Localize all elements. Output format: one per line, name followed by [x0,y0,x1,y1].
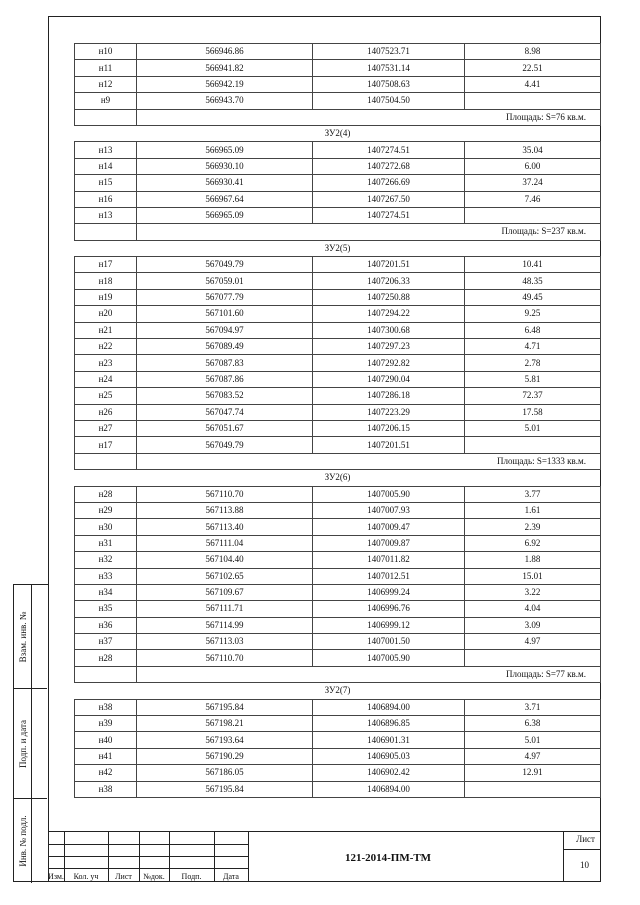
x-coordinate-cell: 566965.09 [137,207,313,223]
point-id-cell: н18 [75,273,137,289]
coordinate-table [74,43,601,798]
table-row [75,699,601,715]
point-id-cell: н20 [75,306,137,322]
table-row [75,158,601,174]
table-row [75,355,601,371]
point-id-cell: н24 [75,371,137,387]
tb-header-podp: Подп. [181,872,202,881]
distance-cell: 6.00 [465,158,601,174]
distance-cell: 1.88 [465,552,601,568]
point-id-cell: н19 [75,289,137,305]
point-id-cell: н40 [75,732,137,748]
y-coordinate-cell: 1407012.51 [313,568,465,584]
y-coordinate-cell: 1407274.51 [313,142,465,158]
area-row [75,666,601,682]
table-row [75,371,601,387]
point-id-cell: н17 [75,257,137,273]
tb-row-line [48,844,248,845]
point-id-cell: н41 [75,748,137,764]
x-coordinate-cell: 567114.99 [137,617,313,633]
distance-cell: 72.37 [465,388,601,404]
table-row [75,93,601,109]
document-code: 121-2014-ПМ-ТМ [344,852,431,864]
table-row [75,207,601,223]
x-coordinate-cell: 566965.09 [137,142,313,158]
y-coordinate-cell: 1407266.69 [313,175,465,191]
x-coordinate-cell: 567049.79 [137,437,313,453]
point-id-cell: н38 [75,781,137,797]
table-row [75,519,601,535]
y-coordinate-cell: 1407007.93 [313,502,465,518]
y-coordinate-cell: 1406999.24 [313,584,465,600]
table-row [75,437,601,453]
table-row [75,289,601,305]
y-coordinate-cell: 1407286.18 [313,388,465,404]
x-coordinate-cell: 567113.40 [137,519,313,535]
x-coordinate-cell: 567083.52 [137,388,313,404]
distance-cell: 5.01 [465,420,601,436]
distance-cell: 1.61 [465,502,601,518]
point-id-cell: н35 [75,601,137,617]
x-coordinate-cell: 567190.29 [137,748,313,764]
x-coordinate-cell: 567111.71 [137,601,313,617]
y-coordinate-cell: 1407300.68 [313,322,465,338]
y-coordinate-cell: 1407005.90 [313,650,465,666]
x-coordinate-cell: 567110.70 [137,650,313,666]
table-row [75,732,601,748]
x-coordinate-cell: 567186.05 [137,765,313,781]
point-id-cell: н14 [75,158,137,174]
table-row [75,535,601,551]
distance-cell: 3.22 [465,584,601,600]
y-coordinate-cell: 1406999.12 [313,617,465,633]
tb-row-line [48,856,248,857]
table-row [75,388,601,404]
table-row [75,339,601,355]
table-row [75,404,601,420]
distance-cell: 6.48 [465,322,601,338]
x-coordinate-cell: 567089.49 [137,339,313,355]
distance-cell: 17.58 [465,404,601,420]
y-coordinate-cell: 1407206.15 [313,420,465,436]
title-block [48,831,601,882]
y-coordinate-cell: 1407274.51 [313,207,465,223]
point-id-cell: н38 [75,699,137,715]
distance-cell: 7.46 [465,191,601,207]
tb-header-izm: Изм. [48,872,64,881]
point-id-cell: н33 [75,568,137,584]
table-row [75,716,601,732]
point-id-cell: н42 [75,765,137,781]
distance-cell: 5.01 [465,732,601,748]
point-id-cell: н28 [75,650,137,666]
distance-cell [465,650,601,666]
table-row [75,650,601,666]
y-coordinate-cell: 1407531.14 [313,60,465,76]
y-coordinate-cell: 1407005.90 [313,486,465,502]
x-coordinate-cell: 566942.19 [137,76,313,92]
y-coordinate-cell: 1407267.50 [313,191,465,207]
distance-cell: 4.04 [465,601,601,617]
empty-cell [75,453,137,469]
zone-title-cell: ЗУ2(6) [75,470,601,486]
distance-cell: 4.97 [465,748,601,764]
y-coordinate-cell: 1406901.31 [313,732,465,748]
y-coordinate-cell: 1407011.82 [313,552,465,568]
point-id-cell: н13 [75,207,137,223]
tb-row-line [48,868,248,869]
sheet-number: 10 [580,860,589,870]
area-cell: Площадь: S=77 кв.м. [137,666,601,682]
x-coordinate-cell: 567195.84 [137,699,313,715]
tb-header-list: Лист [115,872,132,881]
zone-header-row [75,240,601,256]
distance-cell: 2.39 [465,519,601,535]
point-id-cell: н37 [75,634,137,650]
x-coordinate-cell: 566967.64 [137,191,313,207]
table-row [75,322,601,338]
y-coordinate-cell: 1406905.03 [313,748,465,764]
swap-inv-label: Взам. инв. № [18,611,28,662]
point-id-cell: н11 [75,60,137,76]
distance-cell: 22.51 [465,60,601,76]
zone-title-cell: ЗУ2(5) [75,240,601,256]
point-id-cell: н32 [75,552,137,568]
point-id-cell: н22 [75,339,137,355]
distance-cell: 2.78 [465,355,601,371]
x-coordinate-cell: 567195.84 [137,781,313,797]
empty-cell [75,109,137,125]
inv-orig-label: Инв. № подл. [18,815,28,867]
side-divider [31,689,32,798]
x-coordinate-cell: 567113.88 [137,502,313,518]
distance-cell: 3.09 [465,617,601,633]
x-coordinate-cell: 567047.74 [137,404,313,420]
distance-cell [465,781,601,797]
table-row [75,617,601,633]
point-id-cell: н30 [75,519,137,535]
x-coordinate-cell: 567051.67 [137,420,313,436]
area-row [75,109,601,125]
table-row [75,552,601,568]
y-coordinate-cell: 1407504.50 [313,93,465,109]
x-coordinate-cell: 567104.40 [137,552,313,568]
point-id-cell: н39 [75,716,137,732]
table-row [75,584,601,600]
zone-header-row [75,470,601,486]
y-coordinate-cell: 1407250.88 [313,289,465,305]
empty-cell [75,224,137,240]
side-divider [31,585,32,688]
x-coordinate-cell: 567193.64 [137,732,313,748]
x-coordinate-cell: 567198.21 [137,716,313,732]
y-coordinate-cell: 1407290.04 [313,371,465,387]
zone-title-cell: ЗУ2(4) [75,125,601,141]
x-coordinate-cell: 567113.03 [137,634,313,650]
distance-cell: 35.04 [465,142,601,158]
table-row [75,142,601,158]
tb-sheet-line [563,849,601,850]
table-row [75,420,601,436]
y-coordinate-cell: 1406894.00 [313,781,465,797]
point-id-cell: н23 [75,355,137,371]
point-id-cell: н36 [75,617,137,633]
table-row [75,748,601,764]
area-cell: Площадь: S=237 кв.м. [137,224,601,240]
x-coordinate-cell: 567102.65 [137,568,313,584]
tb-header-ndok: №док. [143,872,165,881]
side-stamp-strip [13,584,48,882]
y-coordinate-cell: 1407297.23 [313,339,465,355]
area-cell: Площадь: S=1333 кв.м. [137,453,601,469]
table-row [75,273,601,289]
x-coordinate-cell: 567111.04 [137,535,313,551]
y-coordinate-cell: 1407201.51 [313,437,465,453]
side-cell-swap-inv [14,585,47,689]
table-row [75,634,601,650]
y-coordinate-cell: 1407009.47 [313,519,465,535]
y-coordinate-cell: 1407001.50 [313,634,465,650]
point-id-cell: н13 [75,142,137,158]
distance-cell: 48.35 [465,273,601,289]
zone-title-cell: ЗУ2(7) [75,683,601,699]
point-id-cell: н17 [75,437,137,453]
x-coordinate-cell: 567049.79 [137,257,313,273]
point-id-cell: н28 [75,486,137,502]
y-coordinate-cell: 1407009.87 [313,535,465,551]
table-row [75,765,601,781]
point-id-cell: н9 [75,93,137,109]
distance-cell: 37.24 [465,175,601,191]
tb-col-line [563,832,564,882]
point-id-cell: н27 [75,420,137,436]
y-coordinate-cell: 1407294.22 [313,306,465,322]
distance-cell: 3.71 [465,699,601,715]
area-cell: Площадь: S=76 кв.м. [137,109,601,125]
y-coordinate-cell: 1407206.33 [313,273,465,289]
y-coordinate-cell: 1406894.00 [313,699,465,715]
table-row [75,568,601,584]
distance-cell [465,437,601,453]
x-coordinate-cell: 567109.67 [137,584,313,600]
x-coordinate-cell: 567077.79 [137,289,313,305]
zone-header-row [75,683,601,699]
x-coordinate-cell: 566930.41 [137,175,313,191]
tb-header-data: Дата [223,872,239,881]
y-coordinate-cell: 1406902.42 [313,765,465,781]
y-coordinate-cell: 1406996.76 [313,601,465,617]
table-row [75,502,601,518]
coordinate-table-body [75,44,601,798]
x-coordinate-cell: 566941.82 [137,60,313,76]
distance-cell: 8.98 [465,44,601,60]
zone-header-row [75,125,601,141]
distance-cell: 49.45 [465,289,601,305]
sign-date-label: Подп. и дата [18,719,28,768]
distance-cell: 6.92 [465,535,601,551]
table-row [75,60,601,76]
sheet-label: Лист [576,834,595,844]
table-row [75,76,601,92]
distance-cell: 4.71 [465,339,601,355]
side-cell-inv-orig [14,799,47,883]
table-row [75,601,601,617]
table-row [75,257,601,273]
distance-cell: 3.77 [465,486,601,502]
distance-cell: 6.38 [465,716,601,732]
distance-cell: 10.41 [465,257,601,273]
distance-cell: 15.01 [465,568,601,584]
point-id-cell: н34 [75,584,137,600]
x-coordinate-cell: 567094.97 [137,322,313,338]
side-divider [31,799,32,883]
distance-cell [465,207,601,223]
distance-cell: 4.41 [465,76,601,92]
point-id-cell: н31 [75,535,137,551]
distance-cell: 4.97 [465,634,601,650]
area-row [75,453,601,469]
point-id-cell: н26 [75,404,137,420]
x-coordinate-cell: 567059.01 [137,273,313,289]
distance-cell [465,93,601,109]
y-coordinate-cell: 1407272.68 [313,158,465,174]
point-id-cell: н16 [75,191,137,207]
x-coordinate-cell: 567101.60 [137,306,313,322]
y-coordinate-cell: 1407292.82 [313,355,465,371]
x-coordinate-cell: 567087.86 [137,371,313,387]
table-row [75,44,601,60]
y-coordinate-cell: 1406896.85 [313,716,465,732]
table-row [75,306,601,322]
table-row [75,781,601,797]
x-coordinate-cell: 567087.83 [137,355,313,371]
point-id-cell: н15 [75,175,137,191]
x-coordinate-cell: 566943.70 [137,93,313,109]
point-id-cell: н12 [75,76,137,92]
point-id-cell: н21 [75,322,137,338]
distance-cell: 12.91 [465,765,601,781]
point-id-cell: н25 [75,388,137,404]
table-row [75,486,601,502]
y-coordinate-cell: 1407201.51 [313,257,465,273]
distance-cell: 9.25 [465,306,601,322]
point-id-cell: н29 [75,502,137,518]
area-row [75,224,601,240]
point-id-cell: н10 [75,44,137,60]
x-coordinate-cell: 566946.86 [137,44,313,60]
distance-cell: 5.81 [465,371,601,387]
y-coordinate-cell: 1407508.63 [313,76,465,92]
table-row [75,191,601,207]
side-cell-sign-date [14,689,47,799]
y-coordinate-cell: 1407523.71 [313,44,465,60]
x-coordinate-cell: 566930.10 [137,158,313,174]
empty-cell [75,666,137,682]
table-row [75,175,601,191]
tb-header-kol: Кол. уч [73,872,99,881]
x-coordinate-cell: 567110.70 [137,486,313,502]
y-coordinate-cell: 1407223.29 [313,404,465,420]
